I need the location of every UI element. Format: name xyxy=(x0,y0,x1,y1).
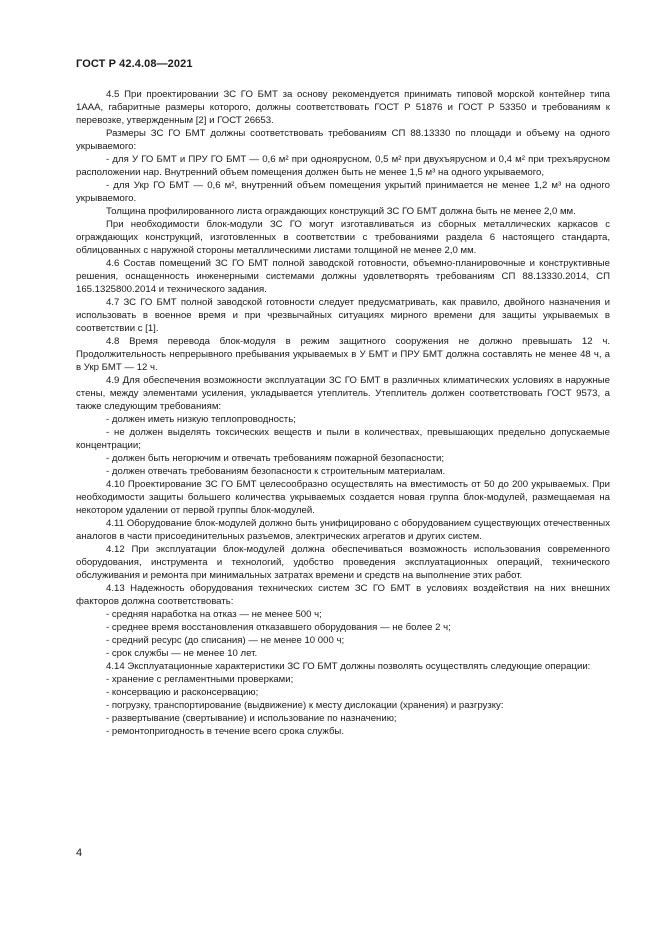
document-header: ГОСТ Р 42.4.08—2021 xyxy=(76,58,193,70)
paragraph: 4.6 Состав помещений ЗС ГО БМТ полной заводской готовности, объемно-планировочные и конструктивные решения, оснащенность инженерными системами должны удовлетворять требованиям СП 88.13330.2014, СП 165.1325800.2014 и технического задания. xyxy=(76,258,610,295)
paragraph: - средняя наработка на отказ — не менее 500 ч; xyxy=(106,609,322,620)
paragraph: - должен отвечать требованиям безопасности к строительным материалам. xyxy=(106,466,446,477)
paragraph: 4.7 ЗС ГО БМТ полной заводской готовности следует предусматривать, как правило, двойного назначения и использовать в военное время и при чрезвычайных ситуациях мирного времени для защиты укрываемых в соответствии с [1]. xyxy=(76,297,610,334)
paragraph: 4.9 Для обеспечения возможности эксплуатации ЗС ГО БМТ в различных климатических условиях в наружные стены, между элементами усиления, укладывается утеплитель. Утеплитель должен соответствовать ГОСТ 9573, а также следующим требованиям: xyxy=(76,375,610,412)
paragraph: - среднее время восстановления отказавшего оборудования — не более 2 ч; xyxy=(106,622,451,633)
paragraph: - для Укр ГО БМТ — 0,6 м², внутренний объем помещения укрытий принимается не менее 1,2 м³ на одного укрываемого. xyxy=(76,180,610,204)
paragraph: - развертывание (свертывание) и использование по назначению; xyxy=(106,713,397,724)
paragraph: - не должен выделять токсических веществ и пыли в количествах, превышающих предельно допускаемые концентрации; xyxy=(76,427,610,451)
paragraph: 4.10 Проектирование ЗС ГО БМТ целесообразно осуществлять на вместимость от 50 до 200 укрываемых. При необходимости защиты большего количества укрываемых создается новая группа блок-модулей, размещаемая на некотором удалении от первой группы блок-модулей. xyxy=(76,479,610,516)
paragraph: 4.14 Эксплуатационные характеристики ЗС ГО БМТ должны позволять осуществлять следующие операции: xyxy=(106,661,591,672)
paragraph: - погрузку, транспортирование (выдвижение) к месту дислокации (хранения) и разгрузку: xyxy=(106,700,504,711)
paragraph: - срок службы — не менее 10 лет. xyxy=(106,648,258,659)
paragraph: Толщина профилированного листа ограждающих конструкций ЗС ГО БМТ должна быть не менее 2,0 мм. xyxy=(106,206,576,217)
paragraph: - ремонтопригодность в течение всего срока службы. xyxy=(106,726,344,737)
paragraph: 4.12 При эксплуатации блок-модулей должна обеспечиваться возможность использования современного оборудования, инструмента и технологий, удобство проведения эксплуатационных операций, технического обслуживания и ремонта при минимальных затратах времени и средств на выполнение этих работ. xyxy=(76,544,610,581)
paragraph: - хранение с регламентными проверками; xyxy=(106,674,294,685)
paragraph: 4.13 Надежность оборудования технических систем ЗС ГО БМТ в условиях воздействия на них внешних факторов должна соответствовать: xyxy=(76,583,610,607)
paragraph: - консервацию и расконсервацию; xyxy=(106,687,259,698)
paragraph: - должен быть негорючим и отвечать требованиям пожарной безопасности; xyxy=(106,453,444,464)
paragraph: - для У ГО БМТ и ПРУ ГО БМТ — 0,6 м² при одноярусном, 0,5 м² при двухъярусном и 0,4 м² при трехъярусном расположении нар. Внутренний объем помещения должен быть не менее 1,5 м³ на одного укрываемого, xyxy=(76,154,610,178)
paragraph: - должен иметь низкую теплопроводность; xyxy=(106,414,296,425)
paragraph: - средний ресурс (до списания) — не менее 10 000 ч; xyxy=(106,635,345,646)
paragraph: При необходимости блок-модули ЗС ГО могут изготавливаться из сборных металлических каркасов с ограждающих конструкций, изготовленных в соответствии с требованиями раздела 6 настоящего стандарта, облицованных с наружной стороны металлическими листами толщиной не менее 2,0 мм. xyxy=(76,219,610,256)
document-body xyxy=(76,88,610,738)
page-number: 4 xyxy=(76,847,83,859)
paragraph: Размеры ЗС ГО БМТ должны соответствовать требованиям СП 88.13330 по площади и объему на одного укрываемого: xyxy=(76,128,610,152)
paragraph: 4.8 Время перевода блок-модуля в режим защитного сооружения не должно превышать 12 ч. Продолжительность непрерывного пребывания укрываемых в У БМТ и ПРУ БМТ должна составлять не менее 48 ч, а в Укр БМТ — 12 ч. xyxy=(76,336,610,373)
paragraph: 4.5 При проектировании ЗС ГО БМТ за основу рекомендуется принимать типовой морской контейнер типа 1ААА, габаритные размеры которого, должны соответствовать ГОСТ Р 51876 и ГОСТ Р 53350 и требованиям к перевозке, утвержденным [2] и ГОСТ 26653. xyxy=(76,89,610,126)
paragraph: 4.11 Оборудование блок-модулей должно быть унифицировано с оборудованием существующих отечественных аналогов в части присоединительных разъемов, электрических агрегатов и других систем. xyxy=(76,518,610,542)
